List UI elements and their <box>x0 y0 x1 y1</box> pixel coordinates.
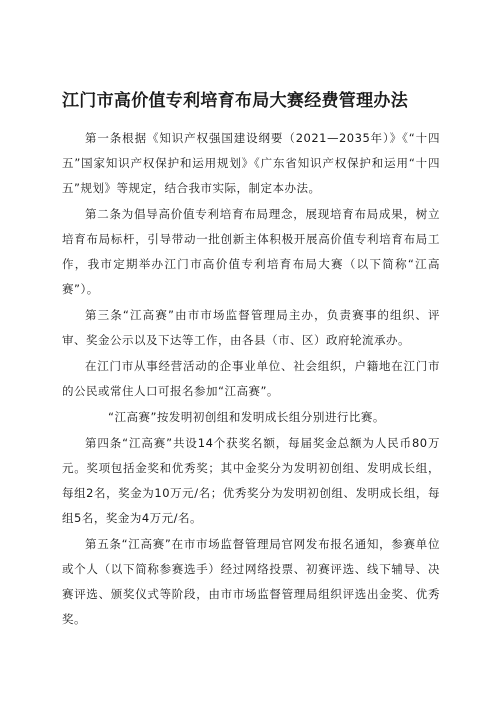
paragraph-article-5: 第五条“江高赛”在市市场监督管理局官网发布报名通知，参赛单位或个人（以下简称参赛选手）经过网络投票、初赛评选、线下辅导、决赛评选、颁奖仪式等阶段，由市市场监督管理局组织评选出金奖、优秀奖。 <box>62 537 440 626</box>
document-title: 江门市高价值专利培育布局大赛经费管理办法 <box>62 91 408 111</box>
paragraph-article-3: 第三条“江高赛”由市市场监督管理局主办，负责赛事的组织、评审、奖金公示以及下达等工作，由各县（市、区）政府轮流承办。 <box>62 308 440 347</box>
paragraph-article-4: 第四条“江高赛”共设14个获奖名额，每届奖金总额为人民币80万元。奖项包括金奖和优秀奖；其中金奖分为发明初创组、发明成长组，每组2名，奖金为10万元/名；优秀奖分为发明初创组、发明成长组，每组5名，奖金为4万元/名。 <box>62 436 440 525</box>
paragraph-article-2: 第二条为倡导高价值专利培育布局理念，展现培育布局成果，树立培育布局标杆，引导带动一批创新主体积极开展高价值专利培育布局工作，我市定期举办江门市高价值专利培育布局大赛（以下简称“江高赛”）。 <box>62 207 440 296</box>
document-page <box>62 90 440 633</box>
paragraph-eligibility: 在江门市从事经营活动的企事业单位、社会组织，户籍地在江门市的公民或常住人口可报名参加“江高赛”。 <box>62 359 440 398</box>
paragraph-article-1: 第一条根据《知识产权强国建设纲要（2021—2035年）》《“十四五”国家知识产权保护和运用规划》《广东省知识产权保护和运用“十四五”规划》等规定，结合我市实际，制定本办法。 <box>62 131 440 195</box>
paragraph-groups: “江高赛”按发明初创组和发明成长组分别进行比赛。 <box>108 410 385 424</box>
